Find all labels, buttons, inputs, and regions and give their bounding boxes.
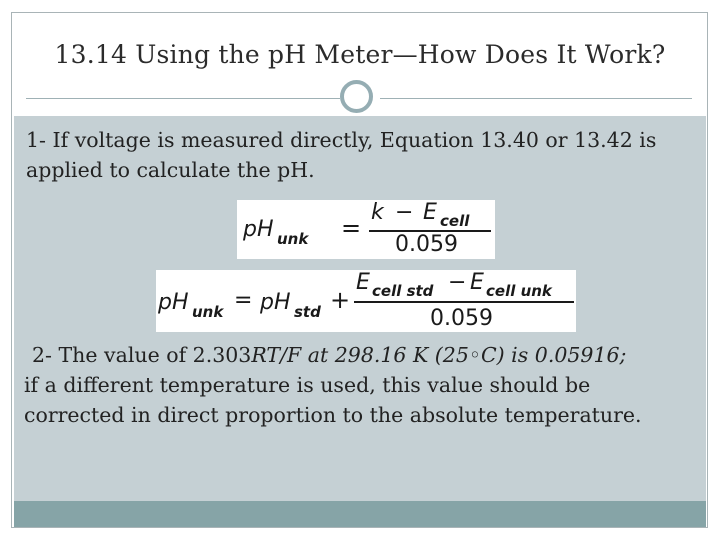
eq2-fraction-bar bbox=[354, 301, 574, 303]
eq2-num-E2-sub: cell unk bbox=[486, 282, 552, 300]
eq2-equals: = bbox=[234, 288, 253, 313]
footer-bar bbox=[14, 501, 706, 527]
eq1-num-minus: − bbox=[395, 200, 414, 225]
eq2-denominator: 0.059 bbox=[430, 306, 493, 331]
title-divider-left bbox=[26, 98, 340, 99]
eq2-num-E1: E bbox=[356, 270, 370, 295]
eq2-lhs-sub: unk bbox=[192, 303, 224, 321]
eq1-num-sub: cell bbox=[440, 212, 470, 230]
equation-1 bbox=[237, 200, 495, 259]
paragraph-2 bbox=[24, 340, 704, 430]
title-divider-right bbox=[380, 98, 692, 99]
paragraph-2-line-3: corrected in direct proportion to the absolute temperature. bbox=[24, 403, 642, 427]
eq2-num-minus: − bbox=[448, 270, 467, 295]
eq1-denominator: 0.059 bbox=[395, 232, 458, 257]
paragraph-2-line-1 bbox=[24, 340, 704, 370]
paragraph-2-italic: RT/F at 298.16 K (25◦C) is 0.05916; bbox=[251, 343, 627, 367]
eq2-rhs-ph: pH bbox=[260, 290, 291, 315]
slide-title: 13.14 Using the pH Meter—How Does It Work? bbox=[54, 40, 666, 69]
divider-ring-ornament bbox=[340, 80, 373, 113]
equation-2 bbox=[156, 270, 576, 332]
paragraph-1: 1- If voltage is measured directly, Equation 13.40 or 13.42 is applied to calculate the pH. bbox=[26, 128, 657, 182]
eq1-num-k: k bbox=[371, 200, 384, 225]
eq1-equals: = bbox=[341, 214, 362, 242]
eq1-lhs-sub: unk bbox=[277, 230, 309, 248]
eq2-lhs-ph: pH bbox=[158, 290, 189, 315]
eq1-lhs-ph: pH bbox=[243, 217, 274, 242]
eq1-num-E: E bbox=[423, 200, 437, 225]
paragraph-2-prefix: 2- The value of 2.303 bbox=[32, 343, 252, 367]
paragraph-2-line-2: if a different temperature is used, this value should be bbox=[24, 373, 591, 397]
eq2-num-E1-sub: cell std bbox=[372, 282, 434, 300]
eq2-rhs-sub: std bbox=[294, 303, 321, 321]
eq2-num-E2: E bbox=[470, 270, 484, 295]
eq2-plus: + bbox=[330, 286, 351, 314]
